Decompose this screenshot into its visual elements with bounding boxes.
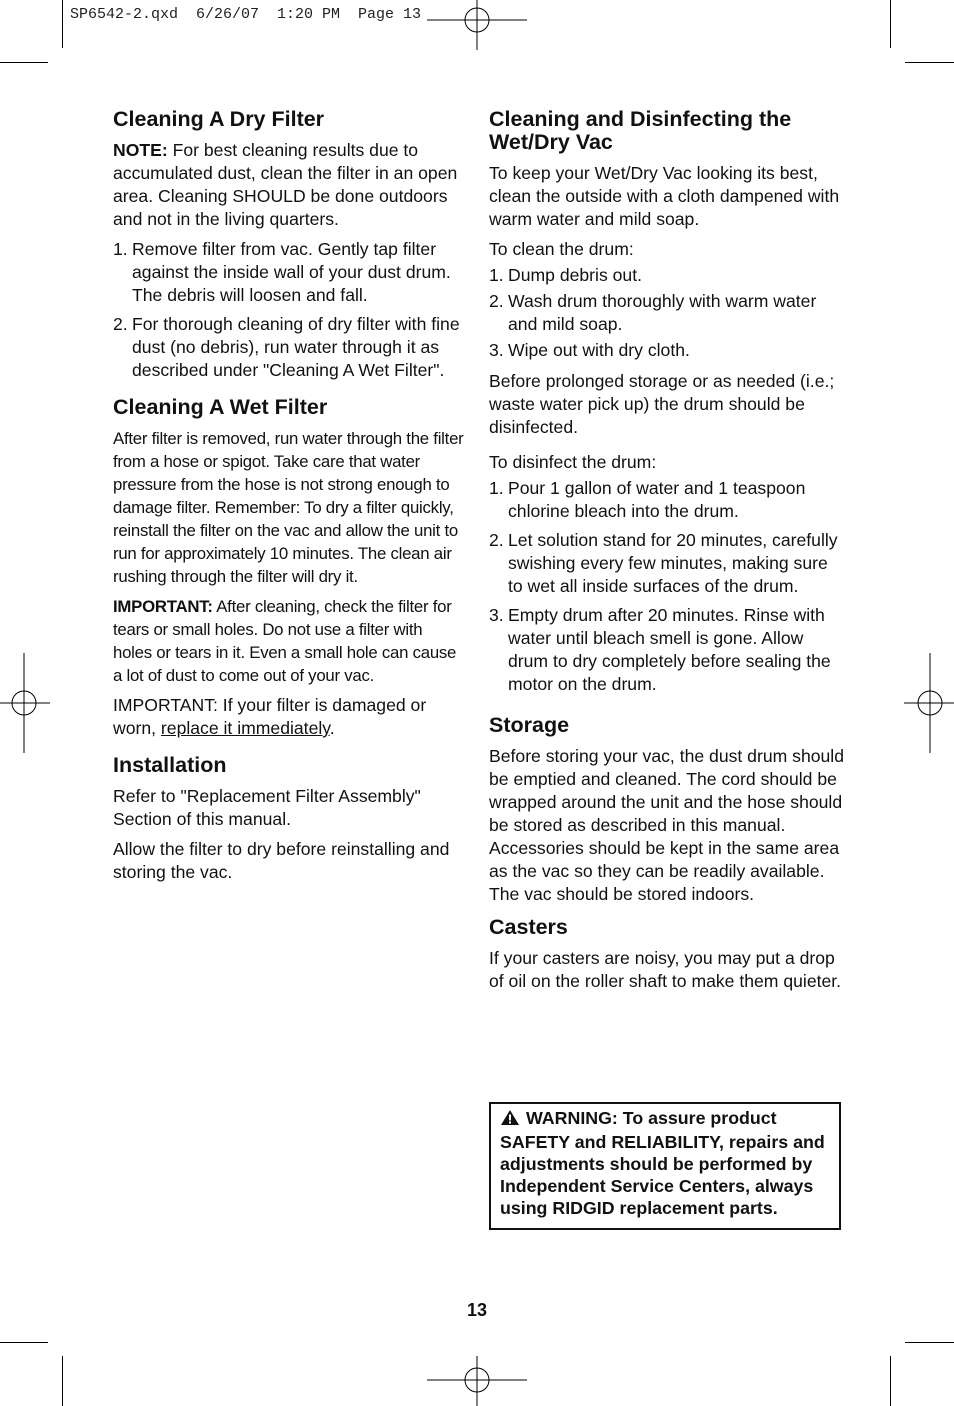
body-paragraph: To keep your Wet/Dry Vac looking its best, clean the outside with a cloth dampened with warm water and mild soap. bbox=[489, 163, 840, 229]
important-text: IMPORTANT: If your filter is damaged or worn, bbox=[113, 695, 427, 738]
body-paragraph: Before storing your vac, the dust drum should be emptied and cleaned. The cord should be wrapped around the unit and the hose should be stored as described in this manual. Accessories should be kept in the same area as the vac so they can be readily available. The vac should be stored indoors. bbox=[489, 746, 844, 904]
step-text: Wipe out with dry cloth. bbox=[508, 340, 690, 360]
list-item bbox=[113, 313, 465, 382]
step-text: Dump debris out. bbox=[508, 265, 642, 285]
crop-mark bbox=[890, 0, 891, 48]
step-text: Pour 1 gallon of water and 1 teaspoon chlorine bleach into the drum. bbox=[508, 478, 806, 521]
section-title: Cleaning A Wet Filter bbox=[113, 395, 328, 419]
body-paragraph: Allow the filter to dry before reinstalling and storing the vac. bbox=[113, 839, 450, 882]
wet-filter-section bbox=[113, 396, 465, 740]
registration-mark-icon bbox=[904, 653, 954, 753]
step-text: Wash drum thoroughly with warm water and mild soap. bbox=[508, 291, 817, 334]
disinfect-section bbox=[489, 108, 845, 696]
step-number: 1. bbox=[113, 239, 128, 259]
body-paragraph: To clean the drum: bbox=[489, 239, 634, 259]
clean-drum-steps bbox=[489, 264, 845, 362]
important-paragraph bbox=[113, 694, 465, 740]
note-text: For best cleaning results due to accumulated dust, clean the filter in an open area. Cleaning SHOULD be done outdoors and not in the living quarters. bbox=[113, 140, 458, 229]
step-number: 2. bbox=[489, 291, 504, 311]
list-item bbox=[113, 238, 465, 307]
list-item bbox=[489, 477, 845, 523]
step-number: 2. bbox=[489, 530, 504, 550]
important-paragraph bbox=[113, 595, 465, 687]
step-number: 3. bbox=[489, 605, 504, 625]
body-paragraph: After filter is removed, run water through the filter from a hose or spigot. Take care that water pressure from the hose is not strong enough to damage filter. Remember: To dry a filter quickly, reinstall the filter on the vac and allow the unit to run for approximately 10 minutes. The clean air rushing through the filter will dry it. bbox=[113, 429, 464, 586]
crop-mark bbox=[0, 62, 48, 63]
registration-mark-icon bbox=[427, 1356, 527, 1406]
list-item bbox=[489, 604, 845, 696]
registration-mark-icon bbox=[0, 653, 50, 753]
right-column bbox=[489, 108, 845, 1000]
section-title: Casters bbox=[489, 915, 568, 939]
list-item bbox=[489, 264, 845, 287]
step-number: 3. bbox=[489, 340, 504, 360]
important-text: After cleaning, check the filter for tears or small holes. Do not use a filter with holes or tears in it. Even a small hole can cause a lot of dust to come out of your vac. bbox=[113, 597, 457, 685]
crop-mark bbox=[0, 1342, 48, 1343]
step-number: 2. bbox=[113, 314, 128, 334]
crop-mark bbox=[62, 1356, 63, 1406]
body-paragraph: Before prolonged storage or as needed (i.e.; waste water pick up) the drum should be disinfected. bbox=[489, 371, 835, 437]
body-paragraph: To disinfect the drum: bbox=[489, 452, 657, 472]
storage-section bbox=[489, 714, 845, 906]
page-number: 13 bbox=[466, 1300, 488, 1320]
warning-triangle-icon bbox=[500, 1109, 520, 1131]
installation-section bbox=[113, 754, 465, 884]
warning-box bbox=[489, 1102, 841, 1230]
casters-section bbox=[489, 916, 845, 993]
disinfect-drum-steps bbox=[489, 477, 845, 696]
warning-paragraph bbox=[500, 1107, 830, 1219]
dry-filter-section bbox=[113, 108, 465, 382]
list-item bbox=[489, 339, 845, 362]
section-title: Installation bbox=[113, 753, 227, 777]
step-text: Remove filter from vac. Gently tap filter against the inside wall of your dust drum. The debris will loosen and fall. bbox=[132, 239, 451, 305]
left-column bbox=[113, 108, 465, 891]
replace-link-text: replace it immediately bbox=[160, 718, 330, 738]
section-title: Cleaning and Disinfecting the Wet/Dry Vac bbox=[489, 107, 792, 154]
step-text: Let solution stand for 20 minutes, carefully swishing every few minutes, making sure to wet all inside surfaces of the drum. bbox=[508, 530, 838, 596]
section-title: Cleaning A Dry Filter bbox=[113, 107, 325, 131]
printer-slug: SP6542-2.qxd 6/26/07 1:20 PM Page 13 bbox=[70, 6, 422, 23]
note-lead: NOTE: bbox=[113, 140, 168, 160]
warning-text: WARNING: To assure product SAFETY and RELIABILITY, repairs and adjustments should be performed by Independent Service Centers, always using RIDGID replacement parts. bbox=[500, 1108, 825, 1218]
dry-filter-steps bbox=[113, 238, 465, 382]
step-number: 1. bbox=[489, 478, 504, 498]
registration-mark-icon bbox=[427, 0, 527, 50]
period: . bbox=[329, 718, 335, 738]
list-item bbox=[489, 290, 845, 336]
crop-mark bbox=[905, 62, 954, 63]
note-paragraph bbox=[113, 139, 465, 231]
step-number: 1. bbox=[489, 265, 504, 285]
body-paragraph: Refer to "Replacement Filter Assembly" Section of this manual. bbox=[113, 786, 421, 829]
important-lead: IMPORTANT: bbox=[113, 597, 213, 616]
section-title: Storage bbox=[489, 713, 570, 737]
step-text: For thorough cleaning of dry filter with fine dust (no debris), run water through it as described under "Cleaning A Wet Filter". bbox=[132, 314, 460, 380]
crop-mark bbox=[62, 0, 63, 48]
step-text: Empty drum after 20 minutes. Rinse with water until bleach smell is gone. Allow drum to dry completely before sealing the motor on the drum. bbox=[508, 605, 831, 694]
crop-mark bbox=[905, 1342, 954, 1343]
body-paragraph: If your casters are noisy, you may put a drop of oil on the roller shaft to make them quieter. bbox=[489, 948, 842, 991]
list-item bbox=[489, 529, 845, 598]
crop-mark bbox=[890, 1356, 891, 1406]
